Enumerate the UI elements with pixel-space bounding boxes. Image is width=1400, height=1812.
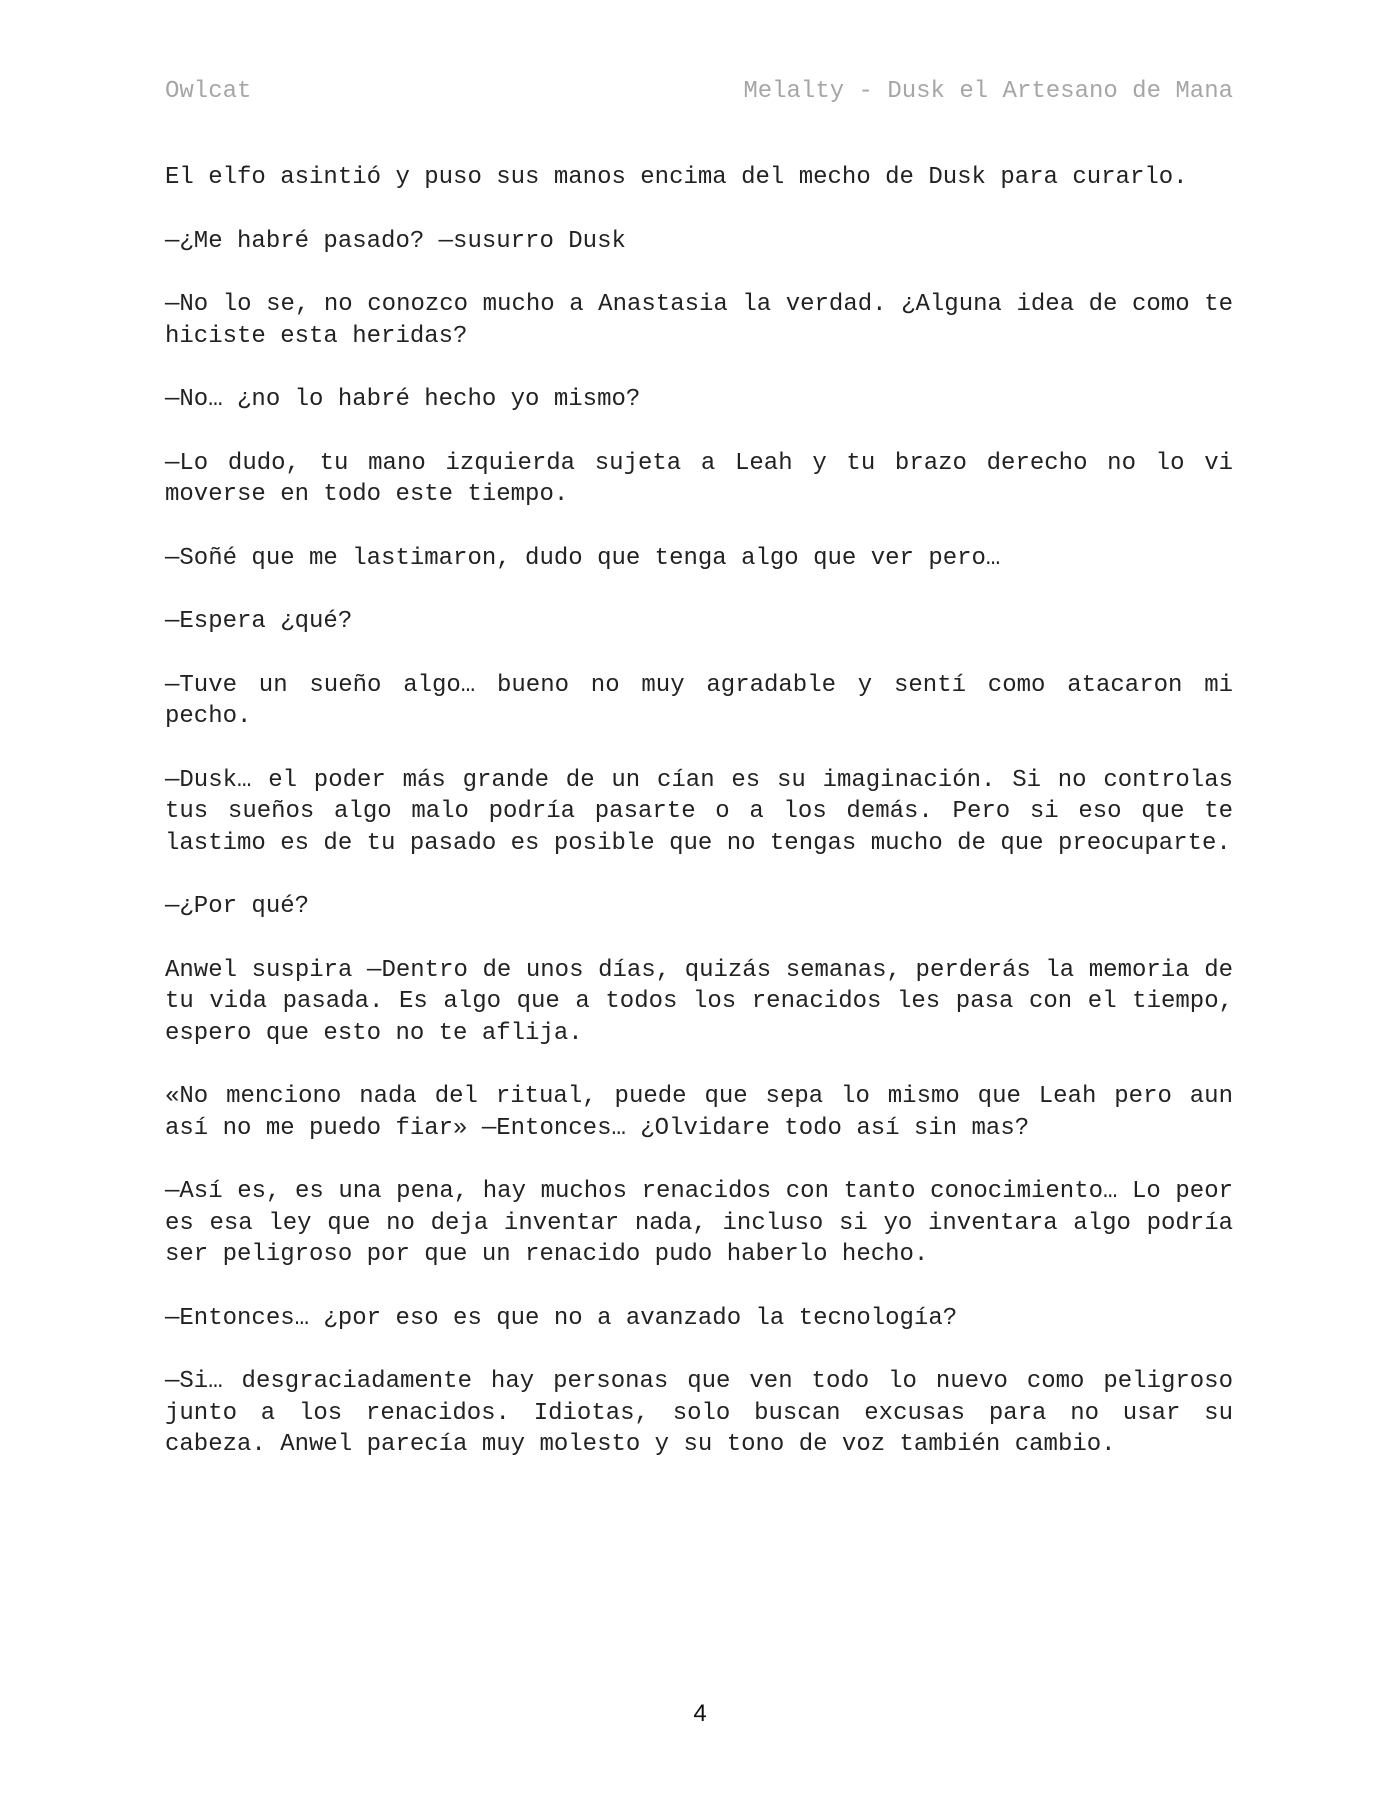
paragraph: —Dusk… el poder más grande de un cían es su imaginación. Si no controlas tus sueños algo malo podría pasarte o a los demás. Pero si eso que te lastimo es de tu pasado es posible que no tengas mucho de que preocuparte. — [165, 766, 1233, 857]
header-title: Melalty - Dusk el Artesano de Mana — [743, 78, 1233, 105]
paragraph: «No menciono nada del ritual, puede que sepa lo mismo que Leah pero aun así no me puedo fiar» —Entonces… ¿Olvidare todo así sin mas? — [165, 1083, 1233, 1142]
paragraph: —¿Me habré pasado? —susurro Dusk — [165, 227, 626, 255]
body-text — [165, 162, 1233, 1493]
paragraph: —¿Por qué? — [165, 893, 310, 920]
paragraph: —Así es, es una pena, hay muchos renacidos con tanto conocimiento… Lo peor es esa ley que no deja inventar nada, incluso si yo inventara algo podría ser peligroso por que un renacido pudo haberlo hecho. — [165, 1178, 1233, 1268]
paragraph: —Soñé que me lastimaron, dudo que tenga algo que ver pero… — [165, 544, 1001, 572]
paragraph: —Tuve un sueño algo… bueno no muy agradable y sentí como atacaron mi pecho. — [165, 671, 1233, 730]
page-number: 4 — [693, 1700, 707, 1727]
paragraph: —Espera ¿qué? — [165, 608, 353, 635]
paragraph: —Entonces… ¿por eso es que no a avanzado la tecnología? — [165, 1304, 958, 1332]
paragraph: —No lo se, no conozco mucho a Anastasia la verdad. ¿Alguna idea de como te hiciste esta heridas? — [165, 291, 1233, 350]
paragraph: El elfo asintió y puso sus manos encima del mecho de Dusk para curarlo. — [165, 164, 1188, 191]
paragraph: Anwel suspira —Dentro de unos días, quizás semanas, perderás la memoria de tu vida pasada. Es algo que a todos los renacidos les pasa con el tiempo, espero que esto no te aflija. — [165, 956, 1233, 1047]
paragraph: —Lo dudo, tu mano izquierda sujeta a Leah y tu brazo derecho no lo vi moverse en todo este tiempo. — [165, 449, 1233, 508]
paragraph: —Si… desgraciadamente hay personas que ven todo lo nuevo como peligroso junto a los renacidos. Idiotas, solo buscan excusas para no usar su cabeza. Anwel parecía muy molesto y su tono de voz también cambio. — [165, 1368, 1233, 1458]
header-author: Owlcat — [165, 78, 252, 105]
running-header — [165, 80, 1233, 104]
paragraph: —No… ¿no lo habré hecho yo mismo? — [165, 386, 641, 413]
